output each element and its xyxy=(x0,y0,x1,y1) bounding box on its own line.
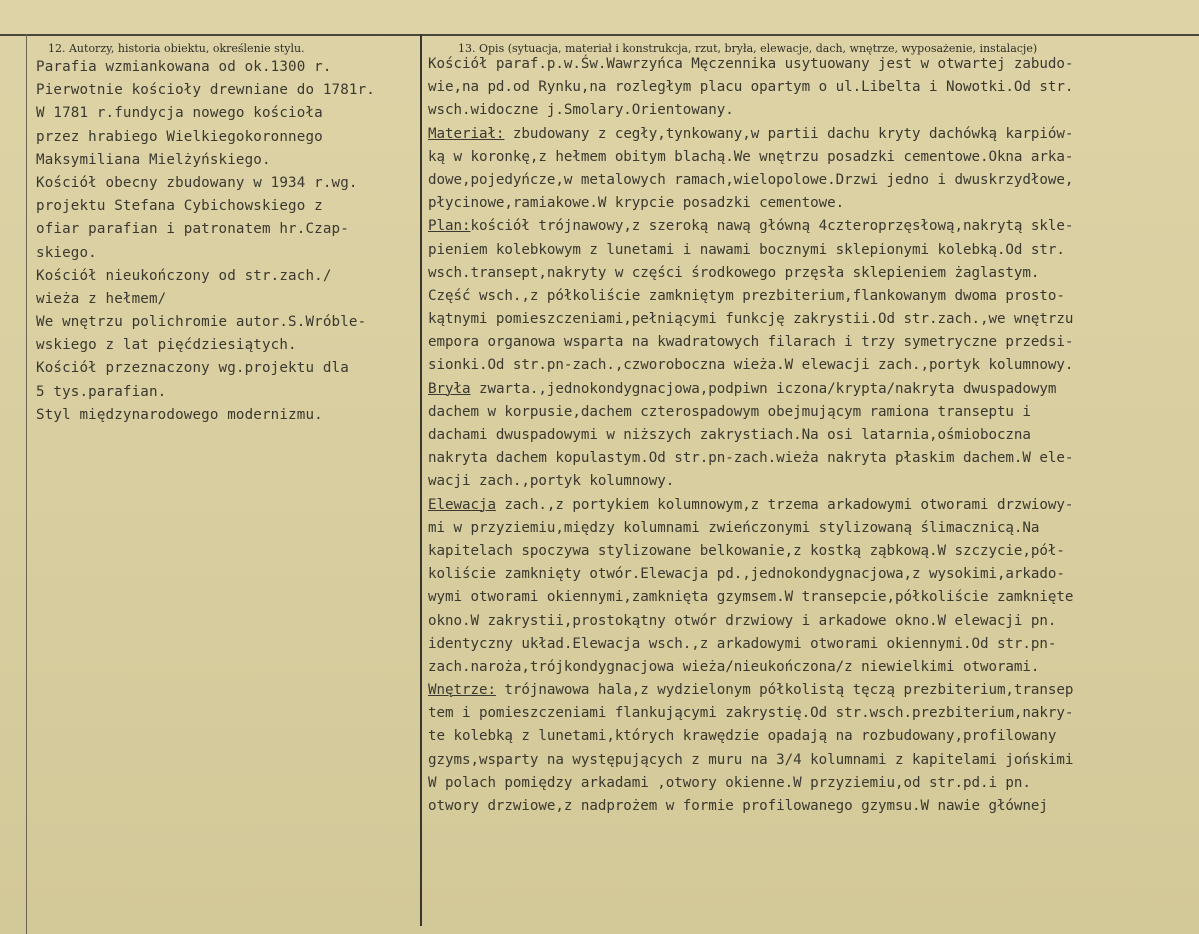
description-line-text: wie,na pd.od Rynku,na rozległym placu opartym o ul.Libelta i Nowotki.Od str. xyxy=(428,79,1074,96)
description-line-text: wsch.transept,nakryty w części środkowego przęsła sklepieniem żaglastym. xyxy=(428,264,1040,281)
description-line xyxy=(428,470,1199,493)
description-line-text: Kościół paraf.p.w.Św.Wawrzyńca Męczennika usytuowany jest w otwartej zabudo- xyxy=(428,56,1074,72)
history-line: projektu Stefana Cybichowskiego z xyxy=(36,198,323,215)
description-line xyxy=(428,656,1199,679)
description-line-text: kątnymi pomieszczeniami,pełniącymi funkcję zakrystii.Od str.zach.,we wnętrzu xyxy=(428,311,1074,328)
history-line: We wnętrzu polichromie autor.S.Wróble- xyxy=(36,314,367,331)
description-line xyxy=(428,563,1199,586)
description-line-text: płycinowe,ramiakowe.W krypcie posadzki cementowe. xyxy=(428,195,845,212)
description-line xyxy=(428,795,1199,818)
description-line-text: wacji zach.,portyk kolumnowy. xyxy=(428,473,675,490)
description-line xyxy=(428,378,1199,401)
history-line: Pierwotnie kościoły drewniane do 1781r. xyxy=(36,82,375,99)
description-line-text: mi w przyziemiu,między kolumnami zwieńczonymi stylizowaną ślimacznicą.Na xyxy=(428,519,1040,536)
description-line xyxy=(428,285,1199,308)
description-line-text: identyczny układ.Elewacja wsch.,z arkadowymi otworami okiennymi.Od str.pn- xyxy=(428,635,1057,652)
description-line xyxy=(428,354,1199,377)
history-line: W 1781 r.fundycja nowego kościoła xyxy=(36,105,323,122)
description-line xyxy=(428,749,1199,772)
section-heading: Plan: xyxy=(428,218,471,235)
description-line xyxy=(428,494,1199,517)
description-line xyxy=(428,215,1199,238)
description-line-text: Część wsch.,z półkoliście zamkniętym prezbiterium,flankowanym dwoma prosto- xyxy=(428,287,1065,304)
description-line-text: zwarta.,jednokondygnacjowa,podpiwn iczona/krypta/nakryta dwuspadowym xyxy=(470,380,1057,397)
section-heading: Materiał: xyxy=(428,125,505,142)
description-text xyxy=(428,53,1199,818)
description-line xyxy=(428,169,1199,192)
column-divider xyxy=(420,34,422,926)
description-line-text: kapitelach spoczywa stylizowane belkowanie,z kostką ząbkową.W szczycie,pół- xyxy=(428,542,1065,559)
description-line-text: ką w koronkę,z hełmem obitym blachą.We wnętrzu posadzki cementowe.Okna arka- xyxy=(428,148,1074,165)
history-line: wieża z hełmem/ xyxy=(36,290,167,307)
history-line: Kościół nieukończony od str.zach./ xyxy=(36,267,332,284)
description-line-text: dowe,pojedyńcze,w metalowych ramach,wielopolowe.Drzwi jedno i dwuskrzydłowe, xyxy=(428,171,1074,188)
description-line-text: gzyms,wsparty na występujących z muru na 3/4 kolumnami z kapitelami jońskimi xyxy=(428,751,1074,768)
left-column-header: 12. Autorzy, historia obiektu, określenie stylu. xyxy=(48,42,305,55)
description-line-text: otwory drzwiowe,z nadprożem w formie profilowanego gzymsu.W nawie głównej xyxy=(428,798,1048,814)
description-line xyxy=(428,123,1199,146)
description-line xyxy=(428,447,1199,470)
description-line-text: tem i pomieszczeniami flankującymi zakrystię.Od str.wsch.prezbiterium,nakry- xyxy=(428,705,1074,722)
description-line xyxy=(428,53,1199,76)
history-line: przez hrabiego Wielkiegokoronnego xyxy=(36,128,323,145)
history-line: wskiego z lat pięćdziesiątych. xyxy=(36,337,297,354)
description-line-text: okno.W zakrystii,prostokątny otwór drzwiowy i arkadowe okno.W elewacji pn. xyxy=(428,612,1057,629)
description-line xyxy=(428,424,1199,447)
description-line xyxy=(428,239,1199,262)
description-line xyxy=(428,262,1199,285)
description-line xyxy=(428,76,1199,99)
right-column-header: 13. Opis (sytuacja, materiał i konstrukcja, rzut, bryła, elewacje, dach, wnętrze, wyposażenie, instalacje) xyxy=(458,42,1038,55)
description-line-text: sionki.Od str.pn-zach.,czworoboczna wieża.W elewacji zach.,portyk kolumnowy. xyxy=(428,357,1074,374)
description-line-text: wymi otworami okiennymi,zamknięta gzymsem.W transepcie,półkoliście zamknięte xyxy=(428,589,1074,606)
history-line: Parafia wzmiankowana od ok.1300 r. xyxy=(36,59,332,75)
description-line xyxy=(428,146,1199,169)
description-line xyxy=(428,725,1199,748)
description-line xyxy=(428,586,1199,609)
description-line-text: zach.naroża,trójkondygnacjowa wieża/nieukończona/z niewielkimi otworami. xyxy=(428,658,1040,675)
description-line xyxy=(428,401,1199,424)
description-line xyxy=(428,772,1199,795)
history-line: Maksymiliana Mielżyńskiego. xyxy=(36,151,271,168)
section-heading: Wnętrze: xyxy=(428,682,496,699)
description-line xyxy=(428,192,1199,215)
description-line-text: te kolebką z lunetami,których krawędzie opadają na rozbudowany,profilowany xyxy=(428,728,1057,745)
description-line xyxy=(428,99,1199,122)
description-line-text: W polach pomiędzy arkadami ,otwory okienne.W przyziemiu,od str.pd.i pn. xyxy=(428,774,1031,791)
history-line: skiego. xyxy=(36,244,97,261)
description-line xyxy=(428,702,1199,725)
history-line: ofiar parafian i patronatem hr.Czap- xyxy=(36,221,349,238)
description-line-text: pieniem kolebkowym z lunetami i nawami bocznymi sklepionymi kolebką.Od str. xyxy=(428,241,1065,258)
history-line: Kościół obecny zbudowany w 1934 r.wg. xyxy=(36,174,358,191)
description-line xyxy=(428,633,1199,656)
section-heading: Elewacja xyxy=(428,496,496,513)
description-line-text: dachami dwuspadowymi w niższych zakrystiach.Na osi latarnia,ośmioboczna xyxy=(428,427,1031,443)
description-line-text: koliście zamknięty otwór.Elewacja pd.,jednokondygnacjowa,z wysokimi,arkado- xyxy=(428,566,1065,583)
description-line-text: kościół trójnawowy,z szeroką nawą główną 4czteroprzęsłową,nakrytą skle- xyxy=(470,218,1074,235)
history-line: 5 tys.parafian. xyxy=(36,383,167,400)
history-line: Styl międzynarodowego modernizmu. xyxy=(36,406,323,423)
top-border-line xyxy=(0,34,1199,36)
description-line-text: dachem w korpusie,dachem czterospadowym obejmującym ramiona transeptu i xyxy=(428,403,1031,420)
description-line-text: zbudowany z cegły,tynkowany,w partii dachu kryty dachówką karpiów- xyxy=(504,125,1074,142)
left-margin-line xyxy=(26,34,27,934)
description-line-text: wsch.widoczne j.Smolary.Orientowany. xyxy=(428,102,734,119)
description-line xyxy=(428,308,1199,331)
history-text xyxy=(36,56,420,427)
description-line-text: nakryta dachem kopulastym.Od str.pn-zach.wieża nakryta płaskim dachem.W ele- xyxy=(428,450,1074,467)
section-heading: Bryła xyxy=(428,380,471,397)
description-line-text: trójnawowa hala,z wydzielonym półkolistą tęczą prezbiterium,transep xyxy=(495,682,1074,699)
description-line-text: zach.,z portykiem kolumnowym,z trzema arkadowymi otworami drzwiowy- xyxy=(495,496,1074,513)
description-line-text: empora organowa wsparta na kwadratowych filarach i trzy symetryczne przedsi- xyxy=(428,334,1074,351)
description-line xyxy=(428,331,1199,354)
description-line xyxy=(428,540,1199,563)
history-line: Kościół przeznaczony wg.projektu dla xyxy=(36,360,349,377)
description-line xyxy=(428,679,1199,702)
description-line xyxy=(428,517,1199,540)
description-line xyxy=(428,610,1199,633)
